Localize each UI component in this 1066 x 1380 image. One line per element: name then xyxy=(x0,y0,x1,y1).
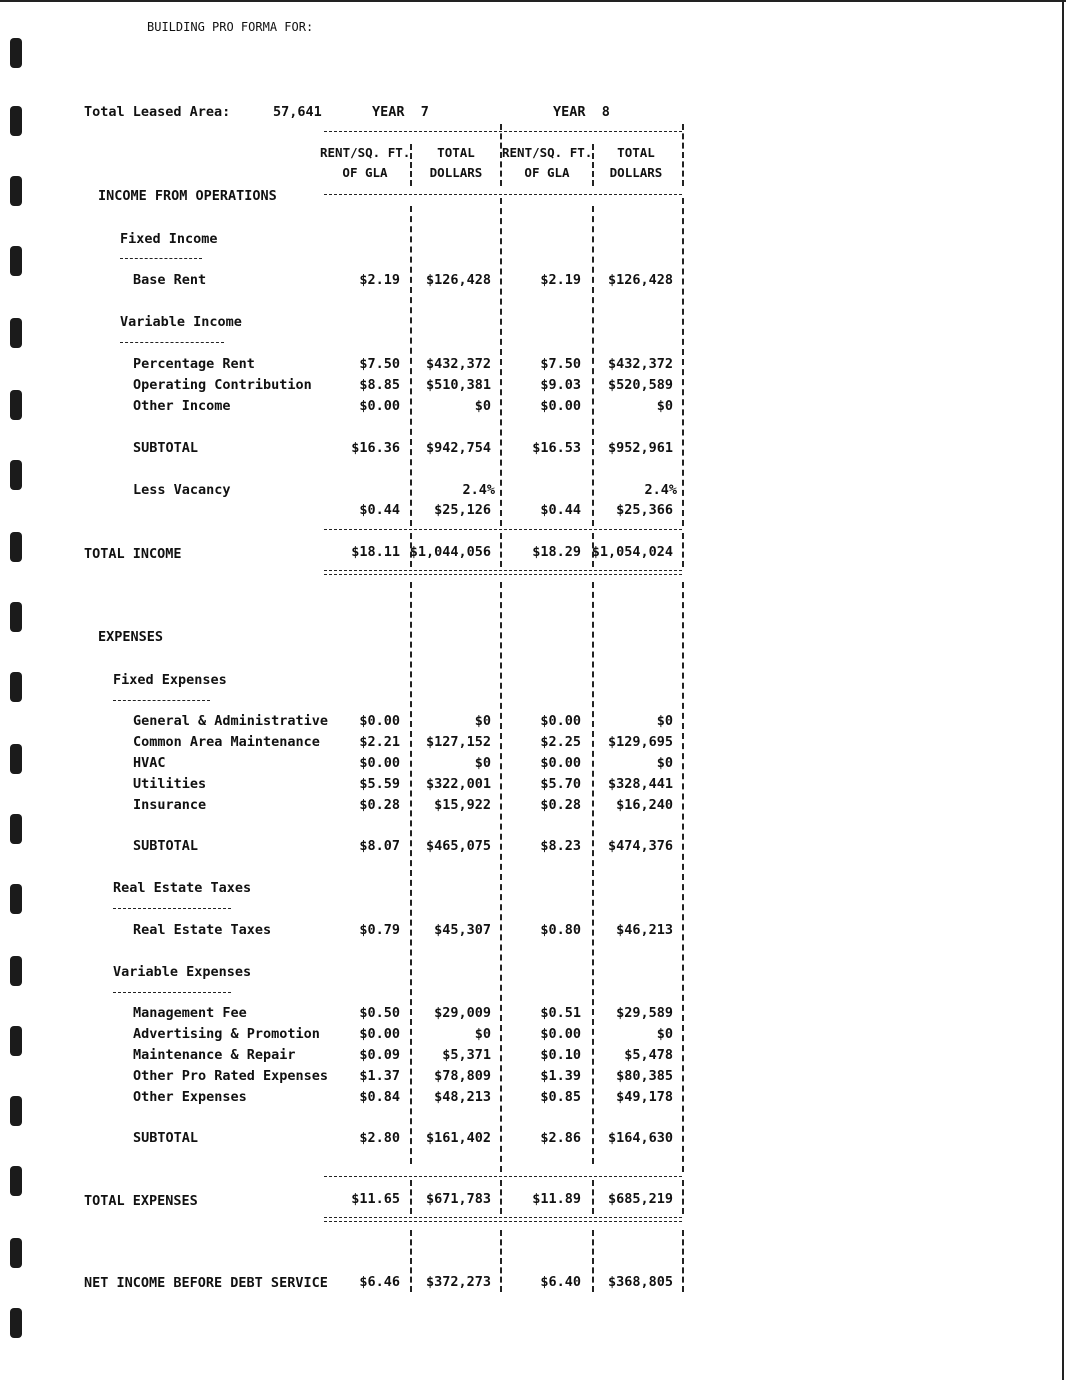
taxes-heading: Real Estate Taxes xyxy=(113,880,252,896)
cell-total-y8: $80,385 xyxy=(616,1068,673,1084)
column-divider xyxy=(682,1180,684,1214)
col-total-header-1: TOTAL xyxy=(617,145,655,160)
cell-rent-y7: $0.79 xyxy=(359,922,400,938)
cell-rent-y8: $0.51 xyxy=(540,1005,581,1021)
cell-total-y7: $5,371 xyxy=(442,1047,491,1063)
binder-hole xyxy=(10,602,22,632)
cell-total-y7: $0 xyxy=(474,755,491,771)
binder-hole xyxy=(10,390,22,420)
cell-rent-y7: $0.09 xyxy=(359,1047,400,1063)
page-top-border xyxy=(0,0,1066,2)
cell-rent-y7: $16.36 xyxy=(351,440,400,456)
heading-underline xyxy=(120,342,224,343)
cell-total-y7: $161,402 xyxy=(425,1130,491,1146)
cell-total-y8: $0 xyxy=(656,755,673,771)
page-right-border xyxy=(1062,0,1064,1380)
year-7-heading: YEAR 7 xyxy=(372,104,429,120)
total-income-label: TOTAL INCOME xyxy=(84,546,182,562)
subtotal-label: SUBTOTAL xyxy=(133,1130,199,1146)
binder-hole xyxy=(10,1308,22,1338)
cell-rent-y7: $0.00 xyxy=(359,755,400,771)
heading-underline xyxy=(120,258,202,259)
cell-rent-y7: $8.07 xyxy=(359,838,400,854)
cell-rent-y8: $2.19 xyxy=(540,272,581,288)
row-label: Insurance xyxy=(133,797,207,813)
cell-rent-y8: $0.85 xyxy=(540,1089,581,1105)
cell-rent-y8: $7.50 xyxy=(540,356,581,372)
cell-total-y8: $520,589 xyxy=(607,377,673,393)
expense-total-rule xyxy=(324,1176,682,1177)
cell-total-y8: $0 xyxy=(656,1026,673,1042)
binder-hole xyxy=(10,744,22,774)
cell-total-y8: $46,213 xyxy=(616,922,673,938)
heading-underline xyxy=(113,992,231,993)
cell-rent-y7: $6.46 xyxy=(359,1274,400,1290)
cell-rent-y8: $0.00 xyxy=(540,713,581,729)
row-label: Real Estate Taxes xyxy=(133,922,272,938)
cell-rent-y8: $5.70 xyxy=(540,776,581,792)
cell-rent-y8: $6.40 xyxy=(540,1274,581,1290)
cell-total-y8: $1,054,024 xyxy=(591,544,673,560)
cell-total-y8: $328,441 xyxy=(607,776,673,792)
cell-total-y8: $432,372 xyxy=(607,356,673,372)
income-heading: INCOME FROM OPERATIONS xyxy=(98,188,277,204)
vacancy-pct-y7: 2.4% xyxy=(462,482,495,498)
row-label: Management Fee xyxy=(133,1005,247,1021)
cell-total-y7: $78,809 xyxy=(434,1068,491,1084)
cell-rent-y7: $2.19 xyxy=(359,272,400,288)
cell-rent-y7: $18.11 xyxy=(351,544,400,560)
cell-rent-y7: $8.85 xyxy=(359,377,400,393)
cell-rent-y7: $0.84 xyxy=(359,1089,400,1105)
leased-area-value: 57,641 xyxy=(273,104,322,120)
binder-hole xyxy=(10,884,22,914)
total-expenses-label: TOTAL EXPENSES xyxy=(84,1193,198,1209)
cell-total-y8: $474,376 xyxy=(607,838,673,854)
col-rent-header-1: RENT/SQ. FT. xyxy=(502,145,593,160)
row-label: Other Expenses xyxy=(133,1089,247,1105)
heading-underline xyxy=(113,700,210,701)
cell-total-y8: $49,178 xyxy=(616,1089,673,1105)
cell-rent-y8: $0.80 xyxy=(540,922,581,938)
row-label: Other Pro Rated Expenses xyxy=(133,1068,329,1084)
cell-rent-y7: $7.50 xyxy=(359,356,400,372)
row-label: Utilities xyxy=(133,776,207,792)
column-divider xyxy=(500,124,502,186)
binder-hole xyxy=(10,1238,22,1268)
vacancy-pct-y8: 2.4% xyxy=(644,482,677,498)
variable-income-heading: Variable Income xyxy=(120,314,242,330)
binder-hole xyxy=(10,38,22,68)
row-label: Less Vacancy xyxy=(133,482,231,498)
col-total-header-2: DOLLARS xyxy=(609,165,663,180)
expenses-heading: EXPENSES xyxy=(98,629,164,645)
cell-total-y7: $0 xyxy=(474,1026,491,1042)
binder-hole xyxy=(10,1026,22,1056)
column-divider xyxy=(682,533,684,567)
header-bottom-rule xyxy=(324,194,682,195)
cell-rent-y7: $5.59 xyxy=(359,776,400,792)
cell-total-y8: $25,366 xyxy=(616,502,673,518)
heading-underline xyxy=(113,908,231,909)
row-label: HVAC xyxy=(133,755,166,771)
cell-rent-y8: $9.03 xyxy=(540,377,581,393)
cell-total-y7: $942,754 xyxy=(425,440,491,456)
subtotal-label: SUBTOTAL xyxy=(133,440,199,456)
cell-total-y7: $372,273 xyxy=(425,1274,491,1290)
net-income-label: NET INCOME BEFORE DEBT SERVICE xyxy=(84,1275,328,1291)
binder-hole xyxy=(10,318,22,348)
binder-hole xyxy=(10,1166,22,1196)
fixed-expenses-heading: Fixed Expenses xyxy=(113,672,227,688)
cell-total-y7: $1,044,056 xyxy=(409,544,491,560)
column-divider xyxy=(682,1230,684,1292)
cell-rent-y8: $0.00 xyxy=(540,1026,581,1042)
cell-rent-y8: $2.86 xyxy=(540,1130,581,1146)
subtotal-label: SUBTOTAL xyxy=(133,838,199,854)
column-divider xyxy=(592,144,594,186)
row-label: Maintenance & Repair xyxy=(133,1047,296,1063)
cell-total-y8: $0 xyxy=(656,713,673,729)
table-top-rule xyxy=(324,131,682,132)
cell-total-y7: $127,152 xyxy=(425,734,491,750)
column-divider xyxy=(682,582,684,1172)
cell-total-y7: $45,307 xyxy=(434,922,491,938)
cell-rent-y7: $0.00 xyxy=(359,713,400,729)
cell-rent-y7: $0.44 xyxy=(359,502,400,518)
row-label: Operating Contribution xyxy=(133,377,312,393)
binder-hole xyxy=(10,956,22,986)
cell-rent-y7: $1.37 xyxy=(359,1068,400,1084)
cell-total-y8: $16,240 xyxy=(616,797,673,813)
binder-hole xyxy=(10,176,22,206)
cell-total-y8: $29,589 xyxy=(616,1005,673,1021)
cell-rent-y7: $0.28 xyxy=(359,797,400,813)
cell-rent-y8: $0.28 xyxy=(540,797,581,813)
cell-total-y7: $48,213 xyxy=(434,1089,491,1105)
col-rent-header-1: RENT/SQ. FT. xyxy=(320,145,411,160)
cell-rent-y8: $16.53 xyxy=(532,440,581,456)
row-label: Base Rent xyxy=(133,272,207,288)
cell-total-y8: $952,961 xyxy=(607,440,673,456)
binder-hole xyxy=(10,106,22,136)
cell-rent-y8: $8.23 xyxy=(540,838,581,854)
form-title: BUILDING PRO FORMA FOR: xyxy=(147,20,314,34)
cell-rent-y7: $2.21 xyxy=(359,734,400,750)
cell-total-y7: $671,783 xyxy=(425,1191,491,1207)
expense-double-rule xyxy=(324,1217,682,1222)
binder-hole xyxy=(10,672,22,702)
cell-total-y7: $510,381 xyxy=(425,377,491,393)
cell-rent-y7: $0.50 xyxy=(359,1005,400,1021)
cell-total-y7: $29,009 xyxy=(434,1005,491,1021)
binder-hole xyxy=(10,460,22,490)
leased-area-label: Total Leased Area: xyxy=(84,104,231,120)
cell-total-y7: $15,922 xyxy=(434,797,491,813)
col-rent-header-2: OF GLA xyxy=(342,165,388,180)
binder-hole xyxy=(10,532,22,562)
row-label: General & Administrative xyxy=(133,713,329,729)
year-8-heading: YEAR 8 xyxy=(553,104,610,120)
col-rent-header-2: OF GLA xyxy=(524,165,570,180)
cell-total-y7: $0 xyxy=(474,398,491,414)
income-total-rule xyxy=(324,529,682,530)
cell-rent-y7: $2.80 xyxy=(359,1130,400,1146)
cell-rent-y7: $0.00 xyxy=(359,1026,400,1042)
cell-rent-y8: $0.00 xyxy=(540,398,581,414)
cell-total-y8: $129,695 xyxy=(607,734,673,750)
row-label: Common Area Maintenance xyxy=(133,734,320,750)
col-total-header-1: TOTAL xyxy=(437,145,475,160)
income-double-rule xyxy=(324,570,682,575)
cell-rent-y8: $11.89 xyxy=(532,1191,581,1207)
column-divider xyxy=(682,124,684,186)
cell-rent-y7: $0.00 xyxy=(359,398,400,414)
column-divider xyxy=(410,144,412,186)
binder-hole xyxy=(10,814,22,844)
cell-total-y7: $322,001 xyxy=(425,776,491,792)
row-label: Advertising & Promotion xyxy=(133,1026,320,1042)
binder-hole xyxy=(10,246,22,276)
cell-total-y8: $126,428 xyxy=(607,272,673,288)
variable-expenses-heading: Variable Expenses xyxy=(113,964,252,980)
column-divider xyxy=(682,198,684,526)
row-label: Other Income xyxy=(133,398,231,414)
cell-rent-y8: $0.00 xyxy=(540,755,581,771)
row-label: Percentage Rent xyxy=(133,356,255,372)
cell-rent-y8: $18.29 xyxy=(532,544,581,560)
cell-rent-y8: $1.39 xyxy=(540,1068,581,1084)
cell-total-y8: $5,478 xyxy=(624,1047,673,1063)
cell-total-y8: $368,805 xyxy=(607,1274,673,1290)
col-total-header-2: DOLLARS xyxy=(429,165,483,180)
cell-total-y7: $465,075 xyxy=(425,838,491,854)
cell-rent-y7: $11.65 xyxy=(351,1191,400,1207)
cell-rent-y8: $0.10 xyxy=(540,1047,581,1063)
cell-total-y7: $25,126 xyxy=(434,502,491,518)
cell-total-y8: $164,630 xyxy=(607,1130,673,1146)
cell-rent-y8: $2.25 xyxy=(540,734,581,750)
cell-total-y7: $126,428 xyxy=(425,272,491,288)
binder-hole xyxy=(10,1096,22,1126)
cell-total-y7: $432,372 xyxy=(425,356,491,372)
cell-rent-y8: $0.44 xyxy=(540,502,581,518)
fixed-income-heading: Fixed Income xyxy=(120,231,218,247)
cell-total-y8: $0 xyxy=(656,398,673,414)
cell-total-y8: $685,219 xyxy=(607,1191,673,1207)
cell-total-y7: $0 xyxy=(474,713,491,729)
